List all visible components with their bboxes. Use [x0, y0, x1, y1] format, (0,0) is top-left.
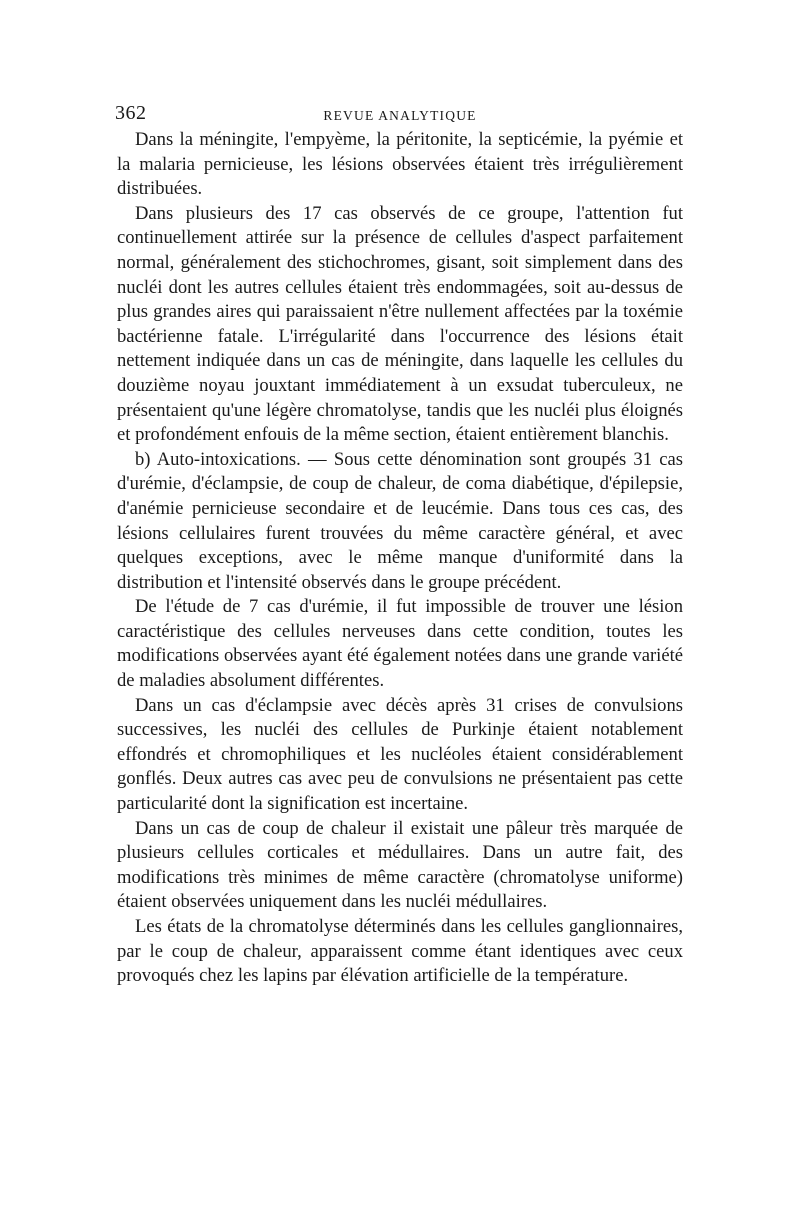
paragraph-6: Dans un cas de coup de chaleur il existait une pâleur très marquée de plusieurs cellules corticales et médullaires. Dans un autre fait, des modifications très minimes de même caractère (chromatolyse uniforme) étaient observées uniquement dans les nucléi médullaires.: [117, 817, 683, 913]
document-page: [117, 102, 683, 989]
running-title: REVUE ANALYTIQUE: [323, 108, 477, 123]
paragraph-4: De l'étude de 7 cas d'urémie, il fut impossible de trouver une lésion caractéristique des cellules nerveuses dans cette condition, toutes les modifications observées ayant été également notées dans une grande variété de maladies absolument différentes.: [117, 596, 683, 692]
paragraph-7: Les états de la chromatolyse déterminés dans les cellules ganglionnaires, par le coup de chaleur, apparaissent comme étant identiques avec ceux provoqués chez les lapins par élévation artificielle de la température.: [117, 916, 683, 987]
paragraph-5: Dans un cas d'éclampsie avec décès après 31 crises de convulsions successives, les nucléi des cellules de Purkinje étaient notablement effondrés et chromophiliques et les nucléoles étaient considérablement gonflés. Deux autres cas avec peu de convulsions ne présentaient pas cette particularité dont la signification est incertaine.: [117, 694, 683, 815]
paragraph-1: Dans la méningite, l'empyème, la péritonite, la septicémie, la pyémie et la malaria pernicieuse, les lésions observées étaient très irrégulièrement distribuées.: [117, 129, 683, 200]
paragraph-3: b) Auto-intoxications. — Sous cette dénomination sont groupés 31 cas d'urémie, d'éclampsie, de coup de chaleur, de coma diabétique, d'épilepsie, d'anémie pernicieuse secondaire et de leucémie. Dans tous ces cas, des lésions cellulaires furent trouvées du même caractère général, et avec quelques exceptions, avec le même manque d'uniformité dans la distribution et l'intensité observés dans le groupe précédent.: [117, 448, 683, 593]
body-text: [117, 128, 683, 989]
paragraph-2: Dans plusieurs des 17 cas observés de ce groupe, l'attention fut continuellement attirée sur la présence de cellules d'aspect parfaitement normal, généralement des stichochromes, gisant, soit simplement dans des nucléi dont les autres cellules étaient très endommagées, soit au-dessus de plus grandes aires qui paraissaient n'être nullement affectées par la toxémie bactérienne fatale. L'irrégularité dans l'occurrence des lésions était nettement indiquée dans un cas de méningite, dans laquelle les cellules du douzième noyau jouxtant immédiatement à un exsudat tuberculeux, ne présentaient qu'une légère chromatolyse, tandis que les nucléi plus éloignés et profondément enfouis de la même section, étaient entièrement blanchis.: [117, 202, 683, 446]
page-header: [117, 102, 683, 128]
page-number: 362: [115, 102, 147, 124]
